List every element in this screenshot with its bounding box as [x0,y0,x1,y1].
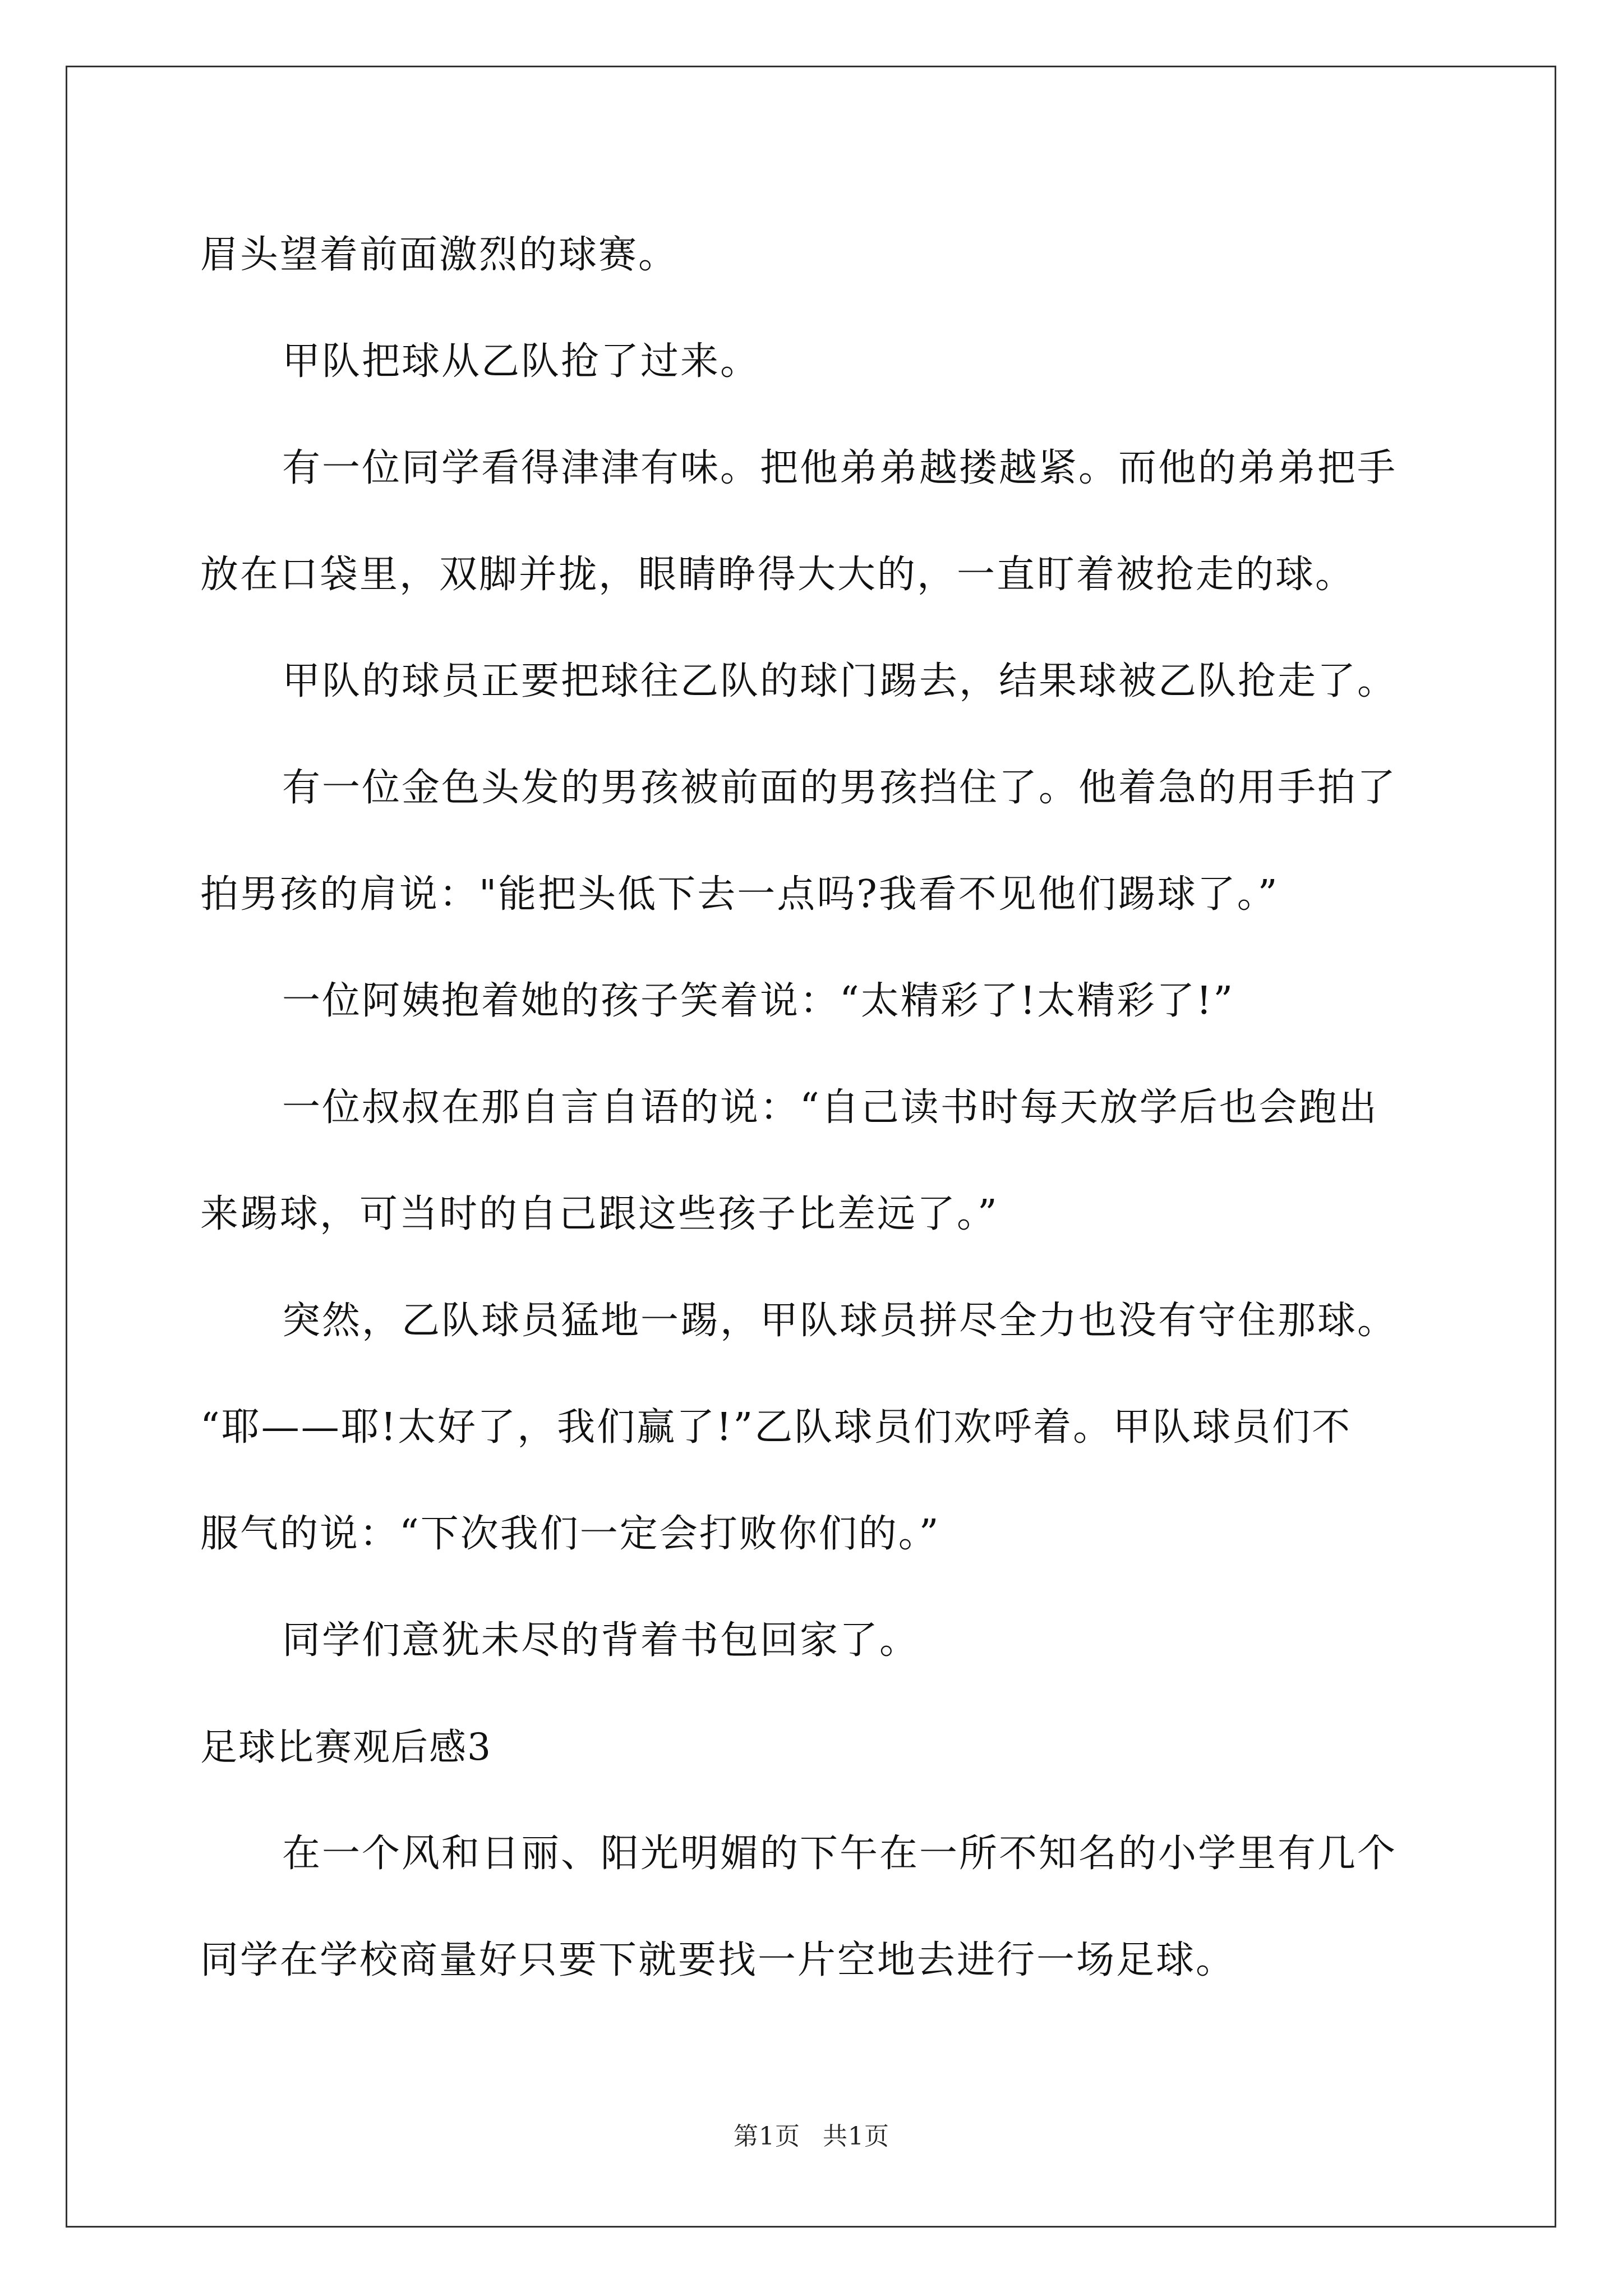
paragraph-line: 眉头望着前面激烈的球赛。 [200,233,679,277]
paragraph-line: 同学们意犹未尽的背着书包回家了。 [282,1618,920,1663]
paragraph-line: 一位阿姨抱着她的孩子笑着说：“太精彩了!太精彩了!” [282,979,1235,1023]
paragraph-line: 拍男孩的肩说："能把头低下去一点吗?我看不见他们踢球了。” [200,872,1279,917]
paragraph-line: 在一个风和日丽、阳光明媚的下午在一所不知名的小学里有几个 [282,1832,1398,1876]
paragraph-line: 甲队把球从乙队抢了过来。 [282,339,760,384]
paragraph-line: 同学在学校商量好只要下就要找一片空地去进行一场足球。 [200,1938,1236,1982]
paragraph-line: 有一位金色头发的男孩被前面的男孩挡住了。他着急的用手拍了 [282,766,1398,810]
section-heading: 足球比赛观后感3 [200,1726,492,1769]
paragraph-line: 突然，乙队球员猛地一踢，甲队球员拼尽全力也没有守住那球。 [282,1299,1398,1343]
paragraph-line: “耶——耶!太好了，我们赢了!”乙队球员们欢呼着。甲队球员们不 [200,1405,1352,1450]
paragraph-line: 一位叔叔在那自言自语的说：“自己读书时每天放学后也会跑出 [282,1085,1378,1130]
page-total: 共1页 [823,2122,889,2151]
document-body [200,202,1428,2014]
paragraph-line: 有一位同学看得津津有味。把他弟弟越搂越紧。而他的弟弟把手 [282,446,1398,490]
paragraph-line: 甲队的球员正要把球往乙队的球门踢去，结果球被乙队抢走了。 [282,659,1398,703]
page-footer [0,2116,1623,2152]
paragraph-line: 放在口袋里，双脚并拢，眼睛睁得大大的，一直盯着被抢走的球。 [200,553,1355,597]
page-number: 第1页 [734,2122,800,2151]
paragraph-line: 来踢球，可当时的自己跟这些孩子比差远了。” [200,1192,999,1236]
paragraph-line: 服气的说：“下次我们一定会打败你们的。” [200,1512,940,1556]
